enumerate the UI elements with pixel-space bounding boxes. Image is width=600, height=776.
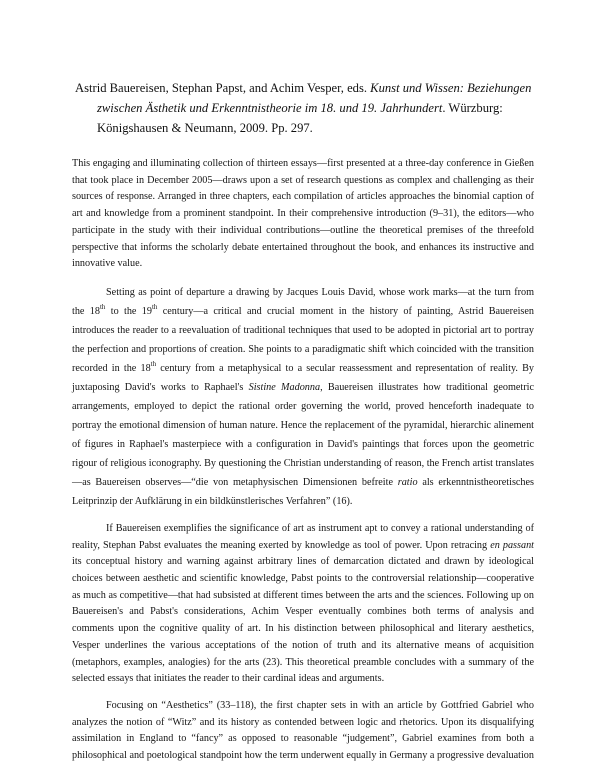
italic-term: ratio — [397, 476, 418, 488]
paragraph-1: This engaging and illuminating collection of thirteen essays—first presented at a three-day conference in Gießen that took place in December 2005—draws upon a set of research questions as complex and challenging as their sources of response. Arranged in three chapters, each compilation of articles approaches the binomial caption of art and knowledge from a prominent standpoint. In their comprehensive introduction (9–31), the editors—who participate in the study with their individual contributions—outline the theoretical premises of the threefold perspective that informs the scholarly debate entertained throughout the book, and enhances its instructive and innovative value. — [72, 158, 534, 270]
paragraph-2-text-d: century from a metaphysical to a secular reassessment and representation of reality. By juxtaposing David's works to Raphael's — [72, 362, 534, 393]
paragraph-2-text-c: century—a critical and crucial moment in the history of painting, Astrid Bauereisen introduces the reader to a reevaluation of traditional techniques that used to be adopted in pictorial art to portray the perfection and proportions of creation. She points to a paradigmatic shift which coincided with the transition recorded in the 18 — [72, 305, 534, 374]
paragraph-3-text-b: its conceptual history and warning against arbitrary lines of demarcation dictated and drawn by ideological choices between aesthetic and scientific knowledge, Pabst points to the controversial relationship—cooperative as much as competitive—that had subsisted at different times between the arts and the sciences. Following up on Bauereisen's and Pabst's considerations, Achim Vesper eventually combines both terms of analysis and comments upon the cognitive quality of art. In his distinction between philosophical and literary aesthetics, Vesper underlines the various acceptations of the notion of truth and its alternative means of acquisition (metaphors, examples, analogies) for the arts (23). This theoretical preamble concludes with a summary of the selected essays that initiates the reader to their cardinal ideas and arguments. — [72, 556, 534, 685]
superscript-th: th — [99, 302, 106, 311]
paragraph-2-text-b: to the 19 — [105, 305, 152, 317]
artwork-title: Sistine Madonna — [248, 381, 321, 393]
bibliographic-citation — [75, 78, 545, 138]
superscript-th: th — [150, 359, 157, 368]
citation-authors: Astrid Bauereisen, Stephan Papst, and Achim Vesper, eds. — [75, 81, 371, 95]
paragraph-3-text-a: If Bauereisen exemplifies the significance of art as instrument apt to convey a rational understanding of reality, Stephan Pabst evaluates the meaning exerted by knowledge as tool of power. Upon retracing — [72, 522, 534, 551]
citation-title-part-2: zwischen Ästhetik und Erkenntnistheorie im 18. und 19. Jahrhundert — [97, 101, 443, 115]
italic-phrase: en passant — [490, 539, 535, 551]
citation-line-2 — [75, 98, 545, 118]
review-body — [72, 156, 534, 775]
paragraph-4: Focusing on “Aesthetics” (33–118), the first chapter sets in with an article by Gottfried Gabriel who analyzes the notion of “Witz” and its history as contended between logic and rhetorics. Upon its disqualifying assimilation in England to “fancy” as opposed to reasonable “judgement”, Gabriel examines from both a philosophical and poetological standpoint how the term underwent equally in Germany a progressive devaluation — [72, 699, 534, 762]
paragraph-3 — [72, 521, 534, 688]
superscript-th: th — [151, 302, 158, 311]
paragraph-2-text-f: als erkenntnistheoretisches Leitprinzip der Aufklärung in ein bildkünstlerisches Verfahren” (16). — [72, 476, 535, 507]
paragraph-2-text-e: , Bauereisen illustrates how traditional geometric arrangements, employed to depict the rational order governing the world, proved henceforth inadequate to portray the emotional dimension of human nature. Hence the replacement of the pyramidal, hierarchic alinement of figures in Raphael's masterpiece with a configuration in David's paintings that forces upon the geometric rigour of religious iconography. By questioning the Christian understanding of reason, the French artist translates—as Bauereisen observes—“die von metaphysischen Dimensionen befreite — [72, 381, 534, 488]
paragraph-2 — [72, 283, 534, 511]
paragraph-2-text-a: Setting as point of departure a drawing by Jacques Louis David, whose work marks—at the turn from the 18 — [72, 286, 534, 317]
citation-line-3: Königshausen & Neumann, 2009. Pp. 297. — [97, 121, 313, 135]
citation-line-1 — [75, 78, 545, 98]
citation-place: . Würzburg: — [442, 101, 503, 115]
citation-title-part-1: Kunst und Wissen: Beziehungen — [370, 81, 532, 95]
